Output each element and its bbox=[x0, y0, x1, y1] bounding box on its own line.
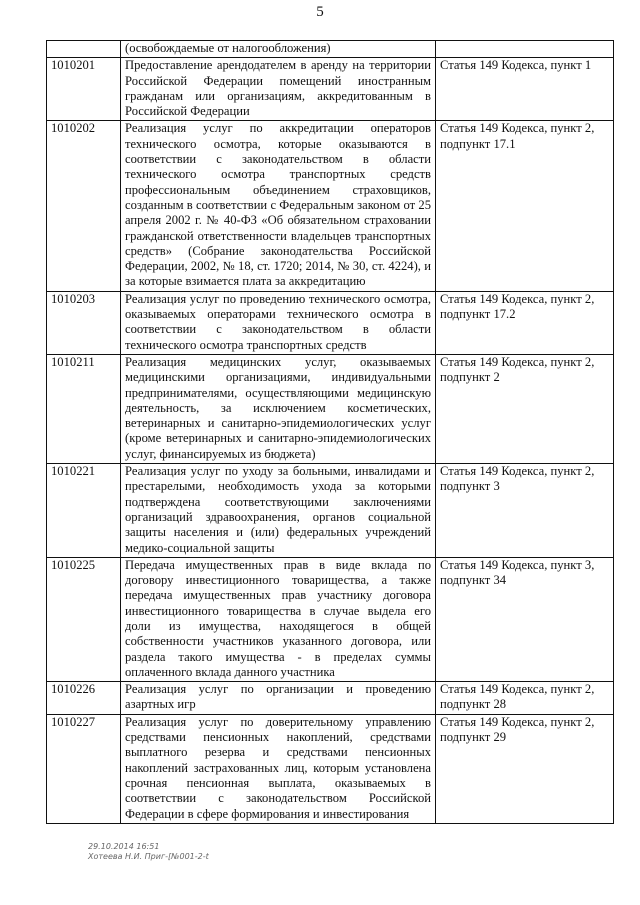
row-reference: Статья 149 Кодекса, пункт 2, подпункт 2 bbox=[436, 354, 614, 463]
row-reference bbox=[436, 41, 614, 58]
print-footer bbox=[88, 842, 209, 862]
row-code: 1010225 bbox=[47, 557, 121, 681]
table-row bbox=[47, 354, 614, 463]
row-reference: Статья 149 Кодекса, пункт 1 bbox=[436, 58, 614, 121]
row-description: Реализация услуг по организации и проведению азартных игр bbox=[121, 682, 436, 715]
table-row bbox=[47, 41, 614, 58]
row-code bbox=[47, 41, 121, 58]
table-row bbox=[47, 557, 614, 681]
table-row bbox=[47, 464, 614, 558]
row-description: Реализация медицинских услуг, оказываемых медицинскими организациями, индивидуальными предпринимателями, осуществляющими медицинскую деятельность, за исключением косметических, ветеринарных и санитарно-эпидемиологических услуг (кроме ветеринарных и санитарно-эпидемиологических услуг, финансируемых из бюджета) bbox=[121, 354, 436, 463]
tax-code-table bbox=[46, 40, 614, 824]
row-reference: Статья 149 Кодекса, пункт 2, подпункт 17.2 bbox=[436, 291, 614, 354]
row-description: Предоставление арендодателем в аренду на территории Российской Федерации помещений иностранным гражданам или организациям, аккредитованным в Российской Федерации bbox=[121, 58, 436, 121]
row-code: 1010221 bbox=[47, 464, 121, 558]
row-reference: Статья 149 Кодекса, пункт 2, подпункт 17.1 bbox=[436, 121, 614, 291]
row-description: (освобождаемые от налогообложения) bbox=[121, 41, 436, 58]
table-row bbox=[47, 714, 614, 823]
row-code: 1010227 bbox=[47, 714, 121, 823]
row-reference: Статья 149 Кодекса, пункт 3, подпункт 34 bbox=[436, 557, 614, 681]
row-description: Реализация услуг по проведению технического осмотра, оказываемых операторами технического осмотра в соответствии с законодательством в области технического осмотра транспортных средств bbox=[121, 291, 436, 354]
table-row bbox=[47, 291, 614, 354]
row-code: 1010201 bbox=[47, 58, 121, 121]
row-description: Реализация услуг по доверительному управлению средствами пенсионных накоплений, средствами выплатного резерва и средствами пенсионных накоплений застрахованных лиц, которым установлена срочная пенсионная выплата, оказываемых в соответствии с законодательством Российской Федерации в сфере формирования и инвестирования bbox=[121, 714, 436, 823]
table-row bbox=[47, 121, 614, 291]
row-code: 1010226 bbox=[47, 682, 121, 715]
row-reference: Статья 149 Кодекса, пункт 2, подпункт 29 bbox=[436, 714, 614, 823]
table-row bbox=[47, 58, 614, 121]
page-number: 5 bbox=[316, 4, 324, 20]
row-code: 1010202 bbox=[47, 121, 121, 291]
row-description: Реализация услуг по уходу за больными, инвалидами и престарелыми, необходимость ухода за которыми подтверждена соответствующими заключениями организаций здравоохранения, органов социальной защиты населения и (или) федеральных учреждений медико-социальной защиты bbox=[121, 464, 436, 558]
row-reference: Статья 149 Кодекса, пункт 2, подпункт 3 bbox=[436, 464, 614, 558]
row-description: Передача имущественных прав в виде вклада по договору инвестиционного товарищества, а также передача имущественных прав участнику договора инвестиционного товарищества в случае выдела его доли из имущества, находящегося в общей собственности участников указанного договора, или раздела такого имущества - в пределах суммы оплаченного вклада данного участника bbox=[121, 557, 436, 681]
row-code: 1010211 bbox=[47, 354, 121, 463]
footer-timestamp: 29.10.2014 16:51 bbox=[88, 842, 160, 851]
table-row bbox=[47, 682, 614, 715]
row-code: 1010203 bbox=[47, 291, 121, 354]
row-description: Реализация услуг по аккредитации операторов технического осмотра, которые оказываются в соответствии с законодательством в области технического осмотра транспортных средств профессиональным объединением страховщиков, созданным в соответствии с Федеральным законом от 25 апреля 2002 г. № 40-ФЗ «Об обязательном страховании гражданской ответственности владельцев транспортных средств» (Собрание законодательства Российской Федерации, 2002, № 18, ст. 1720; 2014, № 30, ст. 4224), и за которые взимается плата за аккредитацию bbox=[121, 121, 436, 291]
row-reference: Статья 149 Кодекса, пункт 2, подпункт 28 bbox=[436, 682, 614, 715]
footer-author: Хотеева Н.И. Приг-[№001-2-t bbox=[88, 852, 209, 861]
